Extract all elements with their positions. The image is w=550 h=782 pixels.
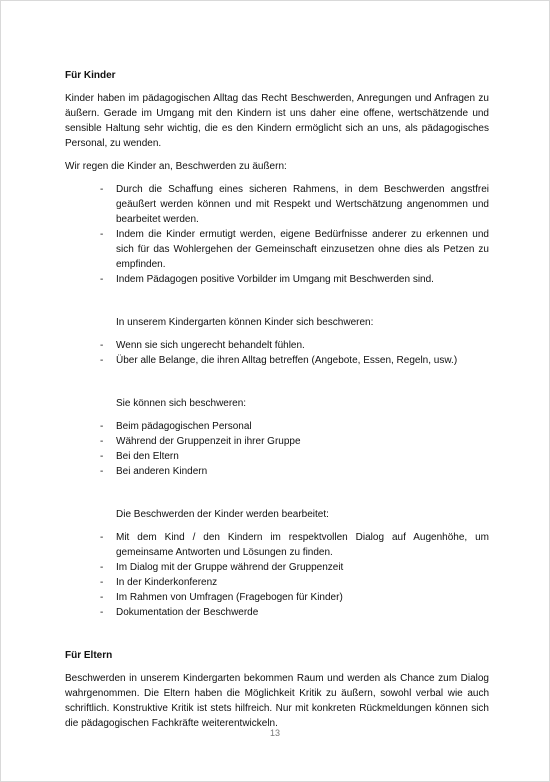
- list-item: - Bei anderen Kindern: [116, 464, 489, 479]
- list-item: - Wenn sie sich ungerecht behandelt fühlen.: [116, 338, 489, 353]
- list-item: - Dokumentation der Beschwerde: [116, 605, 489, 620]
- list-intro: Sie können sich beschweren:: [116, 398, 247, 409]
- paragraph: Wir regen die Kinder an, Beschwerden zu äußern:: [65, 161, 287, 172]
- list-intro: In unserem Kindergarten können Kinder sich beschweren:: [116, 317, 374, 328]
- list-item: - Indem Pädagogen positive Vorbilder im Umgang mit Beschwerden sind.: [116, 272, 489, 287]
- list-item: - Im Dialog mit der Gruppe während der Gruppenzeit: [116, 560, 489, 575]
- list-item: - Über alle Belange, die ihren Alltag betreffen (Angebote, Essen, Regeln, usw.): [116, 353, 489, 368]
- list-item: - Durch die Schaffung eines sicheren Rahmens, in dem Beschwerden angstfrei geäußert werden können und mit Respekt und Wertschätzung angenommen und bearbeitet werden.: [116, 182, 489, 227]
- bullet-list-wann: [65, 338, 489, 368]
- paragraph: Kinder haben im pädagogischen Alltag das Recht Beschwerden, Anregungen und Anfragen zu äußern. Gerade im Umgang mit den Kindern ist uns daher eine offene, wertschätzende und sensible Haltung sehr wichtig, die es den Kindern ermöglicht sich an uns, als pädagogisches Personal, zu wenden.: [65, 93, 489, 149]
- section-heading-eltern: Für Eltern: [65, 650, 113, 661]
- list-item: - Mit dem Kind / den Kindern im respektvollen Dialog auf Augenhöhe, um gemeinsame Antworten und Lösungen zu finden.: [116, 530, 489, 560]
- list-item: - Indem die Kinder ermutigt werden, eigene Bedürfnisse anderer zu erkennen und sich für das Wohlergehen der Gemeinschaft einzusetzen ohne dies als Petzen zu empfinden.: [116, 227, 489, 272]
- page-content: [65, 68, 489, 739]
- page-number: 13: [269, 728, 280, 738]
- bullet-list-wo: [65, 419, 489, 479]
- list-item: - Im Rahmen von Umfragen (Fragebogen für Kinder): [116, 590, 489, 605]
- list-item: - Bei den Eltern: [116, 449, 489, 464]
- list-item: - Während der Gruppenzeit in ihrer Gruppe: [116, 434, 489, 449]
- bullet-list-bearbeitung: [65, 530, 489, 620]
- list-item: - Beim pädagogischen Personal: [116, 419, 489, 434]
- section-heading-kinder: Für Kinder: [65, 70, 116, 81]
- bullet-list-anregen: [65, 182, 489, 287]
- list-item: - In der Kinderkonferenz: [116, 575, 489, 590]
- paragraph: Beschwerden in unserem Kindergarten bekommen Raum und werden als Chance zum Dialog wahrgenommen. Die Eltern haben die Möglichkeit Kritik zu äußern, sowohl verbal wie auch schriftlich. Konstruktive Kritik ist stets hilfreich. Nur mit konkreten Rückmeldungen können sich die pädagogischen Fachkräfte weiterentwickeln.: [65, 673, 489, 729]
- list-intro: Die Beschwerden der Kinder werden bearbeitet:: [116, 509, 329, 520]
